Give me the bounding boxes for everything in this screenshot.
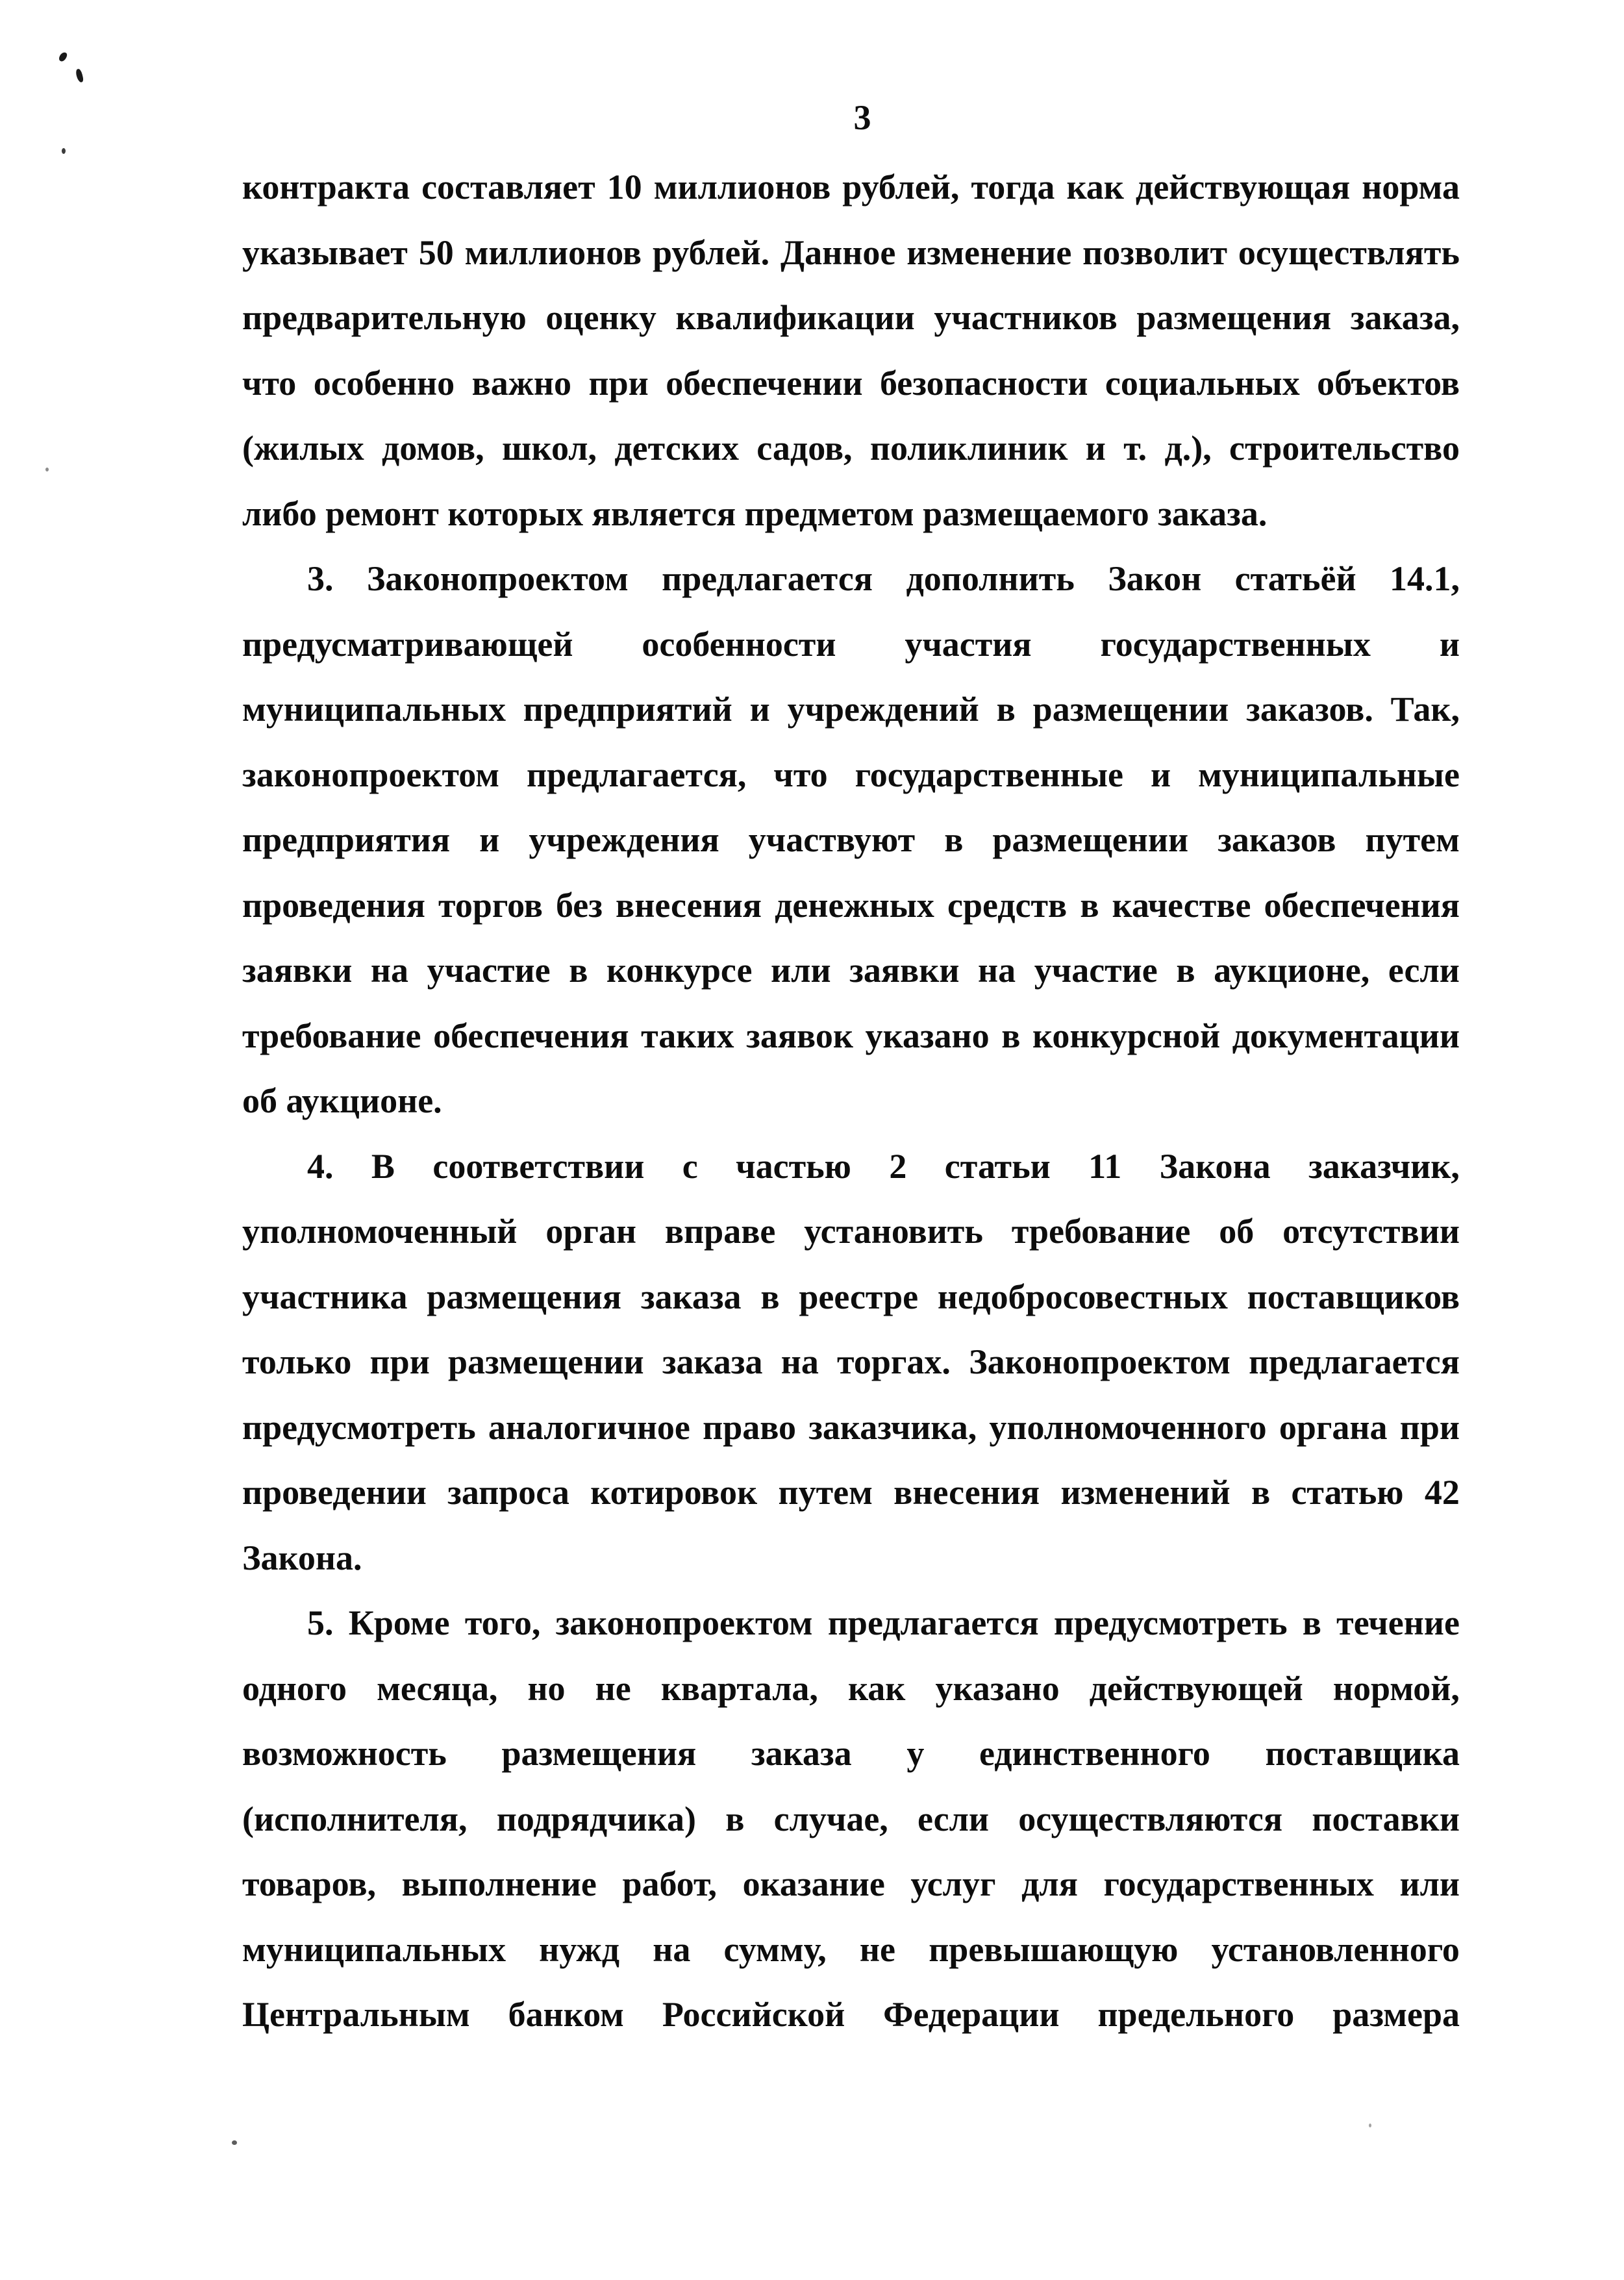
text-line: 5. Кроме того, законопроектом предлагается предусмотреть в течение — [307, 1603, 1460, 1642]
text-line: 3. Законопроектом предлагается дополнить Закон статьёй 14.1, — [307, 559, 1460, 598]
paragraph — [242, 546, 1460, 1134]
text-line: только при размещении заказа на торгах. Законопроектом предлагается — [242, 1342, 1460, 1381]
text-line: предприятия и учреждения участвуют в размещении заказов путем — [242, 820, 1460, 859]
text-line: (исполнителя, подрядчика) в случае, если осуществляются поставки — [242, 1799, 1460, 1838]
text-line: указывает 50 миллионов рублей. Данное изменение позволит осуществлять — [242, 232, 1460, 272]
text-line: муниципальных предприятий и учреждений в размещении заказов. Так, — [242, 690, 1460, 729]
text-line: контракта составляет 10 миллионов рублей, тогда как действующая норма — [242, 168, 1460, 207]
text-line: законопроектом предлагается, что государственные и муниципальные — [242, 755, 1460, 794]
text-line: проведения торгов без внесения денежных средств в качестве обеспечения — [242, 885, 1460, 925]
text-line: участника размещения заказа в реестре недобросовестных поставщиков — [242, 1277, 1460, 1316]
ink-speck — [232, 2140, 237, 2145]
text-line: требование обеспечения таких заявок указано в конкурсной документации — [242, 1016, 1460, 1055]
text-line: товаров, выполнение работ, оказание услуг для государственных или — [242, 1864, 1460, 1903]
text-line: либо ремонт которых является предметом размещаемого заказа. — [242, 494, 1268, 533]
ink-speck — [45, 468, 49, 471]
text-line: одного месяца, но не квартала, как указано действующей нормой, — [242, 1668, 1460, 1708]
ink-speck — [58, 51, 68, 63]
text-line: уполномоченный орган вправе установить требование об отсутствии — [242, 1212, 1460, 1251]
text-line: Закона. — [242, 1538, 362, 1577]
text-line: проведении запроса котировок путем внесения изменений в статью 42 — [242, 1473, 1460, 1512]
ink-speck — [75, 68, 84, 83]
text-body — [242, 155, 1460, 2048]
text-line: муниципальных нужд на сумму, не превышающую установленного — [242, 1929, 1460, 1969]
text-line: об аукционе. — [242, 1081, 442, 1120]
paragraph — [242, 155, 1460, 546]
text-line: что особенно важно при обеспечении безопасности социальных объектов — [242, 363, 1460, 403]
text-line: предварительную оценку квалификации участников размещения заказа, — [242, 298, 1460, 337]
text-line: Центральным банком Российской Федерации предельного размера — [242, 1995, 1460, 2034]
ink-speck — [1369, 2123, 1371, 2127]
ink-speck — [62, 148, 66, 154]
text-line: заявки на участие в конкурсе или заявки на участие в аукционе, если — [242, 951, 1460, 990]
text-line: предусматривающей особенности участия государственных и — [242, 624, 1460, 664]
text-line: возможность размещения заказа у единственного поставщика — [242, 1734, 1460, 1773]
paragraph — [242, 1134, 1460, 1591]
text-line: предусмотреть аналогичное право заказчика, уполномоченного органа при — [242, 1407, 1460, 1447]
page-number: 3 — [853, 98, 871, 137]
text-line: (жилых домов, школ, детских садов, поликлиник и т. д.), строительство — [242, 429, 1460, 468]
text-line: 4. В соответствии с частью 2 статьи 11 Закона заказчик, — [307, 1146, 1460, 1186]
paragraph — [242, 1590, 1460, 2048]
